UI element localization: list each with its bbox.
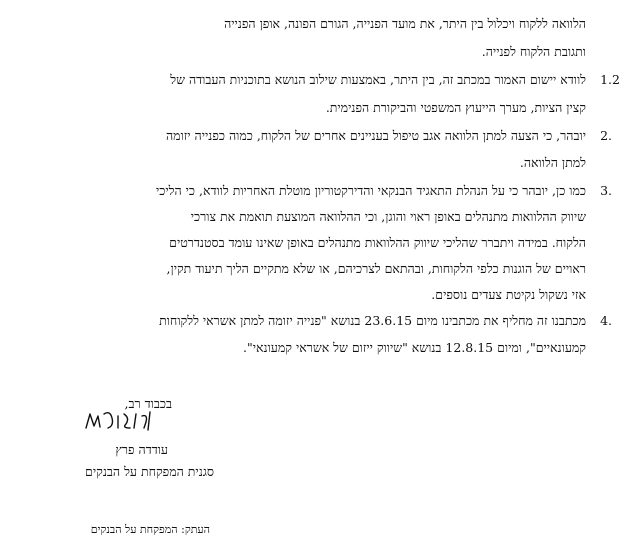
closing-salutation: בכבוד רב,: [124, 396, 172, 411]
item-1-2-line-1: לוודא יישום האמור במכתב זה, בין היתר, באמצעות שילוב הנושא בתוכניות העבודה של: [170, 72, 586, 87]
item-2-line-2: למתן הלוואה.: [519, 155, 586, 170]
item-3-line-2: שיווק ההלוואות מתנהלים באופן ראוי והוגן, וכי ההלוואה המוצעת תואמת את צורכי: [190, 209, 586, 224]
item-number: 4.: [600, 313, 612, 328]
item-number: 2.: [600, 128, 612, 143]
handwritten-signature: [84, 408, 154, 434]
item-4-line-1: מכתבנו זה מחליף את מכתבינו מיום 23.6.15 בנושא "פנייה יזומה למתן אשראי ללקוחות: [159, 313, 586, 328]
intro-line-2: ותגובת הלקוח לפנייה.: [481, 44, 586, 59]
cc-line: העתק: המפקחת על הבנקים: [90, 523, 210, 536]
signer-name: עודדה פרץ: [115, 442, 168, 457]
item-2-line-1: יובהר, כי הצעה למתן הלוואה אגב טיפול בעניינים אחרים של הלקוח, כמוה כפנייה יזומה: [165, 128, 586, 143]
item-number: 1.2: [600, 72, 620, 87]
item-3-line-3: הלקוח. במידה ויתברר שהליכי שיווק ההלוואות מתנהלים באופן שאינו עומד בסטנדרטים: [169, 235, 586, 250]
item-number: 3.: [600, 183, 612, 198]
signer-title: סגנית המפקחת על הבנקים: [85, 464, 214, 479]
item-1-2-line-2: קצין הציות, מערך הייעוץ המשפטי והביקורת הפנימית.: [325, 100, 586, 115]
item-3-line-5: אזי נשקול נקיטת צעדים נוספים.: [431, 287, 586, 302]
item-3-line-4: ראויים של הוגנות כלפי הלקוחות, ובהתאם לצרכיהם, או שלא מתקיים הליך תיעוד תקין,: [166, 261, 586, 276]
item-3-line-1: כמו כן, יובהר כי על הנהלת התאגיד הבנקאי והדירקטוריון מוטלת האחריות לוודא, כי הליכי: [155, 183, 586, 198]
intro-line-1: הלוואה ללקוח ויכלול בין היתר, את מועד הפנייה, הגורם הפונה, אופן הפנייה: [224, 16, 586, 31]
item-4-line-2: קמעונאיים", ומיום 12.8.15 בנושא "שיווק ייזום של אשראי קמעונאי".: [243, 340, 586, 355]
